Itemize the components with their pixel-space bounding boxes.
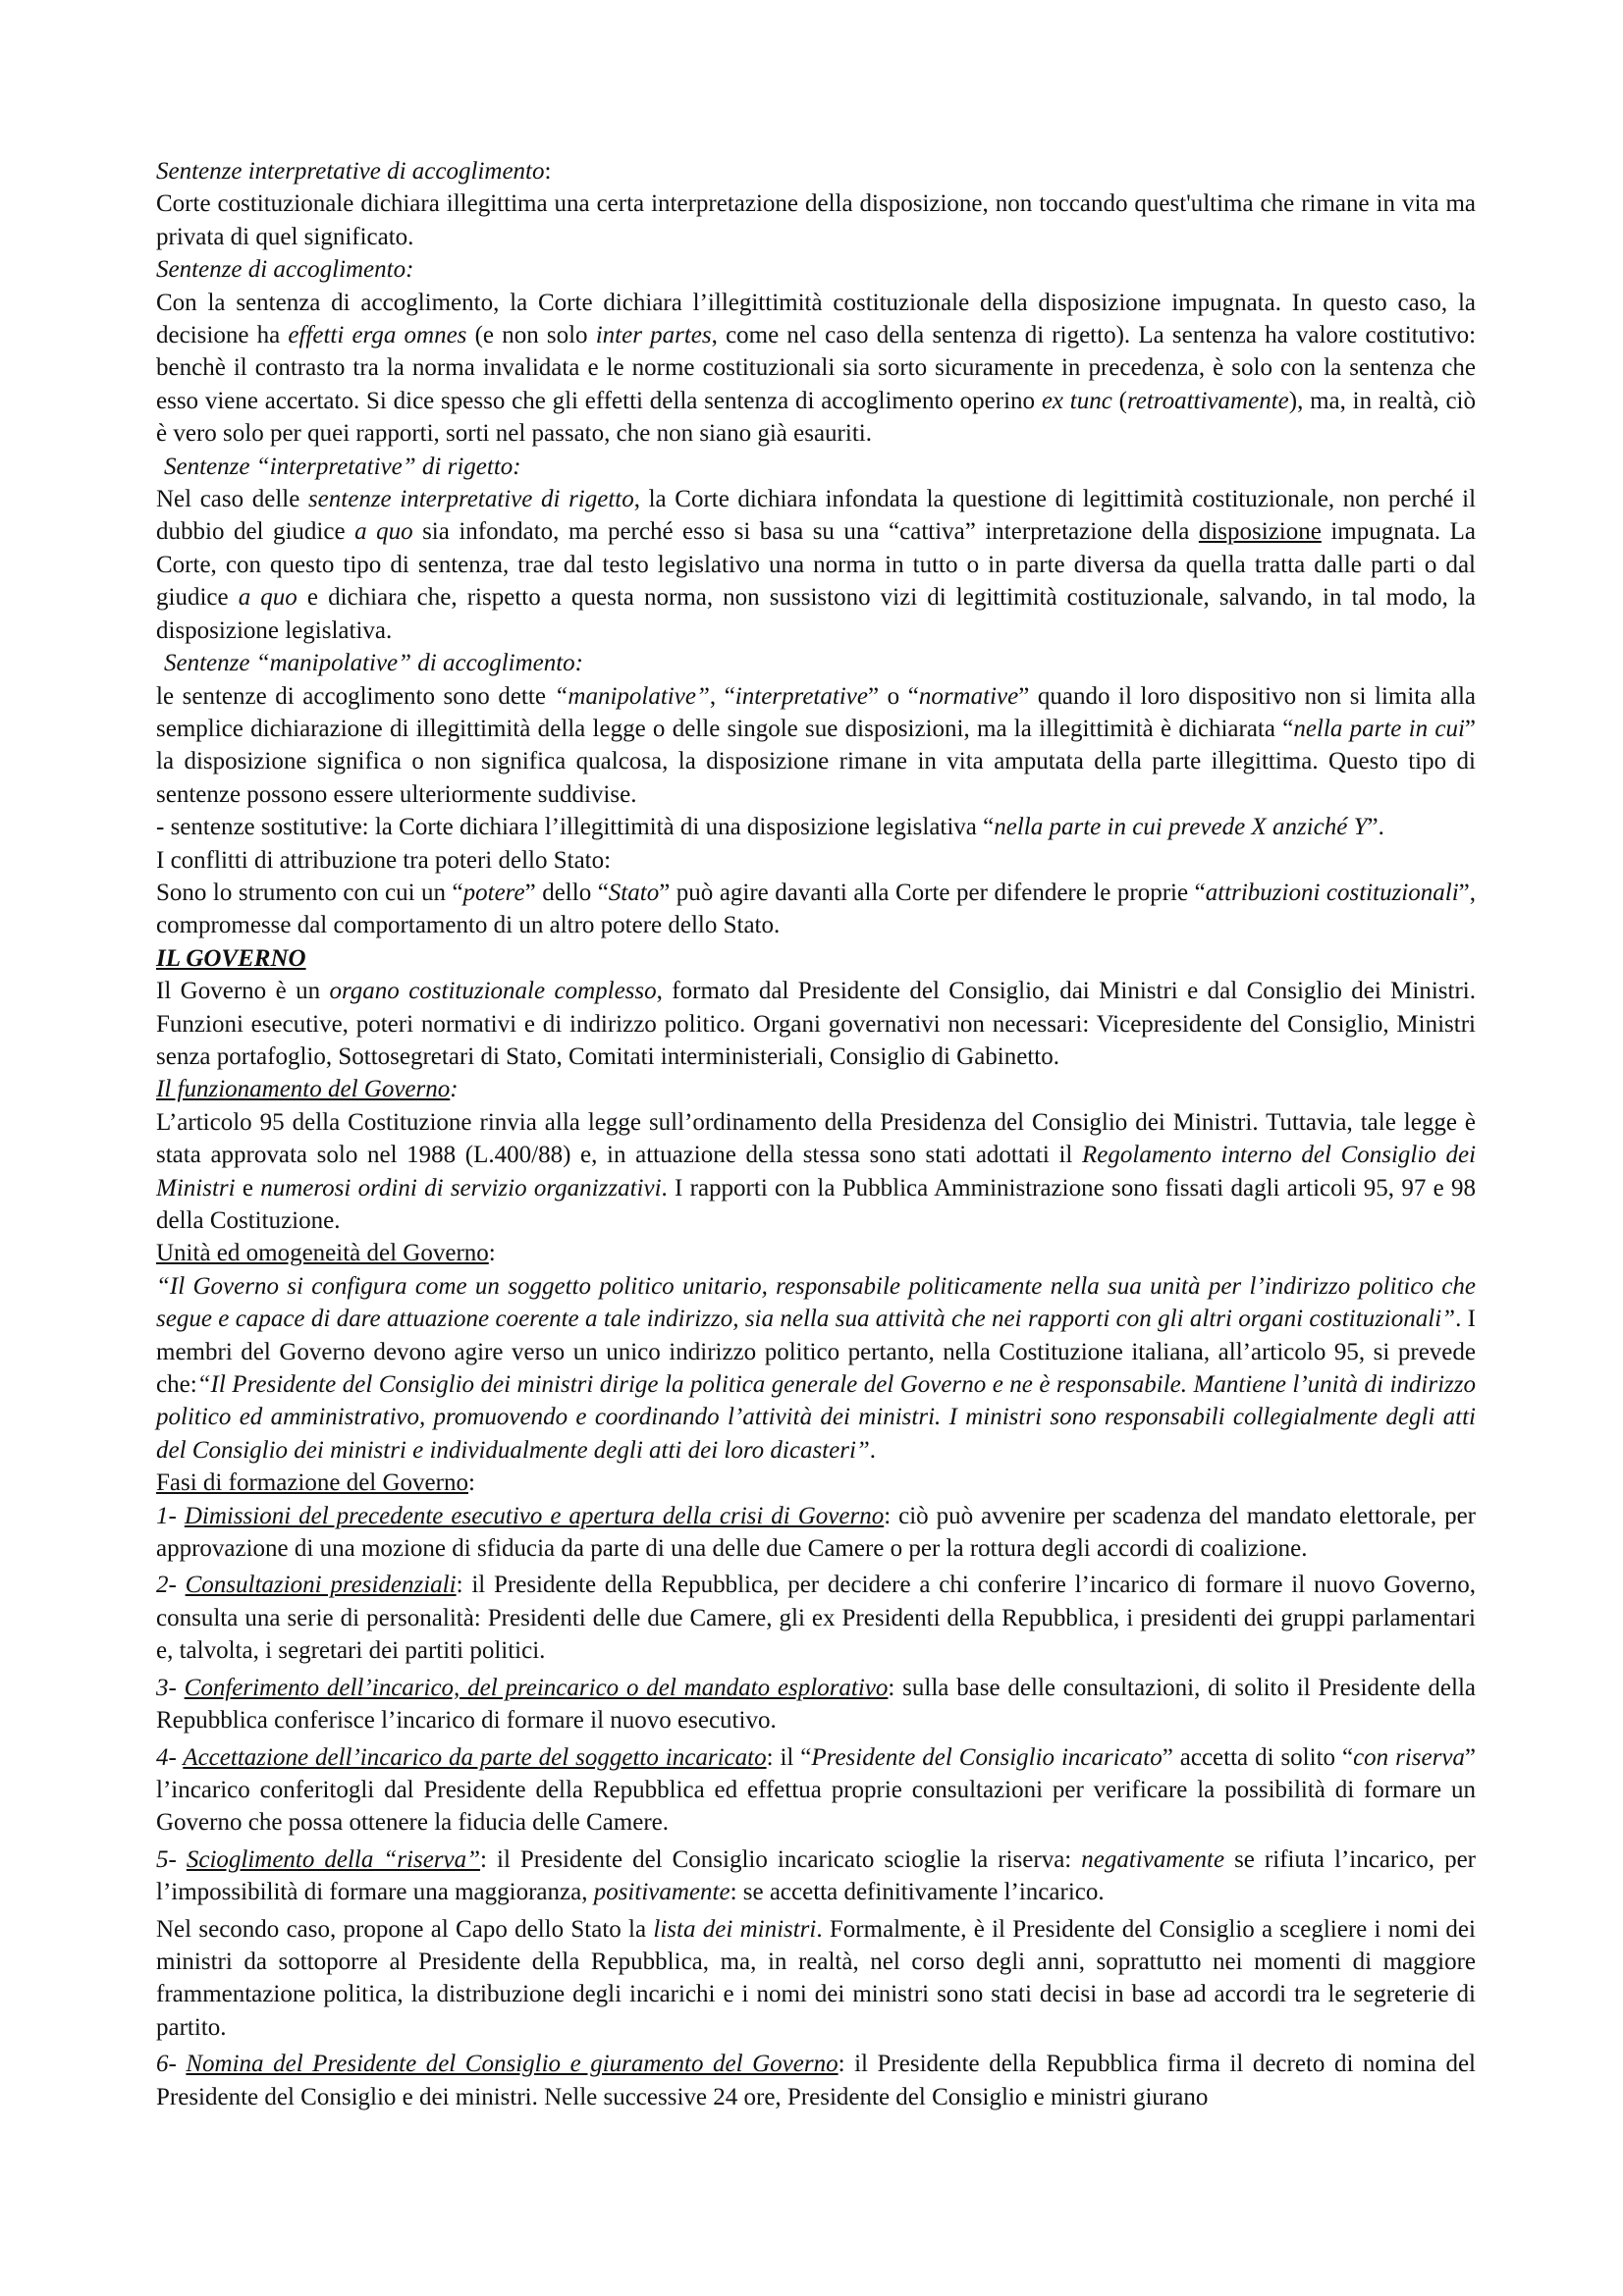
heading-fasi: Fasi di formazione del Governo:	[156, 1469, 475, 1497]
heading-conflitti: I conflitti di attribuzione tra poteri dello Stato:	[156, 846, 612, 874]
fase-4: 4- Accettazione dell’incarico da parte del soggetto incaricato: il “Presidente del Consiglio incaricato” accetta di solito “con riserva” l’incarico conferitogli dal Presidente della Repubblica ed effettua proprie consultazioni per verificare la possibilità di formare un Governo che possa ottenere la fiducia delle Camere.	[156, 1743, 1477, 1837]
paragraph-interpretative-accoglimento: Corte costituzionale dichiara illegittima una certa interpretazione della disposizione, non toccando quest'ultima che rimane in vita ma privata di quel significato.	[156, 190, 1476, 250]
fase-5: 5- Scioglimento della “riserva”: il Presidente del Consiglio incaricato scioglie la riserva: negativamente se rifiuta l’incarico, per l’impossibilità di formare una maggioranza, positivamente: se accetta definitivamente l’incarico.	[156, 1845, 1476, 1906]
fase-6: 6- Nomina del Presidente del Consiglio e giuramento del Governo: il Presidente della Repubblica firma il decreto di nomina del Presidente del Consiglio e dei ministri. Nelle successive 24 ore, Presidente del Consiglio e ministri giurano	[156, 2051, 1477, 2110]
heading-governo: IL GOVERNO	[156, 944, 306, 972]
heading-manipolative: Sentenze “manipolative” di accoglimento:	[164, 650, 584, 677]
paragraph-funzionamento: L’articolo 95 della Costituzione rinvia alla legge sull’ordinamento della Presidenza del Consiglio dei Ministri. Tuttavia, tale legge è stata approvata solo nel 1988 (L.400/88) e, in attuazione della stessa sono stati adottati il Regolamento interno del Consiglio dei Ministri e numerosi ordini di servizio organizzativi. I rapporti con la Pubblica Amministrazione sono fissati dagli articoli 95, 97 e 98 della Costituzione.	[156, 1108, 1477, 1234]
heading-funzionamento: Il funzionamento del Governo:	[156, 1076, 459, 1103]
paragraph-sostitutive: - sentenze sostitutive: la Corte dichiara l’illegittimità di una disposizione legislativa “nella parte in cui prevede X anziché Y”.	[156, 814, 1384, 841]
paragraph-accoglimento: Con la sentenza di accoglimento, la Corte dichiara l’illegittimità costituzionale della disposizione impugnata. In questo caso, la decisione ha effetti erga omnes (e non solo inter partes, come nel caso della sentenza di rigetto). La sentenza ha valore costitutivo: benchè il contrasto tra la norma invalidata e le norme costituzionali sia sorto sicuramente in precedenza, è solo con la sentenza che esso viene accertato. Si dice spesso che gli effetti della sentenza di accoglimento operino ex tunc (retroattivamente), ma, in realtà, ciò è vero solo per quei rapporti, sorti nel passato, che non siano già esauriti.	[156, 289, 1477, 448]
heading-interpretative-rigetto: Sentenze “interpretative” di rigetto:	[164, 453, 521, 480]
heading-unita: Unità ed omogeneità del Governo:	[156, 1240, 496, 1267]
fase-1: 1- Dimissioni del precedente esecutivo e apertura della crisi di Governo: ciò può avvenire per scadenza del mandato elettorale, per approvazione di una mozione di sfiducia da parte di una delle due Camere o per la rottura degli accordi di coalizione.	[156, 1502, 1477, 1563]
paragraph-conflitti: Sono lo strumento con cui un “potere” dello “Stato” può agire davanti alla Corte per difendere le proprie “attribuzioni costituzionali”, compromesse dal comportamento di un altro potere dello Stato.	[156, 879, 1477, 939]
fase-3: 3- Conferimento dell’incarico, del preincarico o del mandato esplorativo: sulla base delle consultazioni, di solito il Presidente della Repubblica conferisce l’incarico di formare il nuovo esecutivo.	[156, 1674, 1476, 1735]
document-page	[156, 155, 1476, 2113]
heading-accoglimento: Sentenze di accoglimento:	[156, 256, 414, 284]
heading-interpretative-accoglimento: Sentenze interpretative di accoglimento:	[156, 158, 552, 185]
paragraph-governo: Il Governo è un organo costituzionale complesso, formato dal Presidente del Consiglio, dai Ministri e dal Consiglio dei Ministri. Funzioni esecutive, poteri normativi e di indirizzo politico. Organi governativi non necessari: Vicepresidente del Consiglio, Ministri senza portafoglio, Sottosegretari di Stato, Comitati interministeriali, Consiglio di Gabinetto.	[156, 978, 1476, 1070]
fase-2: 2- Consultazioni presidenziali: il Presidente della Repubblica, per decidere a chi conferire l’incarico di formare il nuovo Governo, consulta una serie di personalità: Presidenti delle due Camere, gli ex Presidenti della Repubblica, i presidenti dei gruppi parlamentari e, talvolta, i segretari dei partiti politici.	[156, 1572, 1477, 1665]
paragraph-secondo-caso: Nel secondo caso, propone al Capo dello Stato la lista dei ministri. Formalmente, è il Presidente del Consiglio a scegliere i nomi dei ministri da sottoporre al Presidente della Repubblica, ma, in realtà, nel corso degli anni, soprattutto nei momenti di maggiore frammentazione politica, la distribuzione degli incarichi e i nomi dei ministri sono stati decisi in base ad accordi tra le segreterie di partito.	[156, 1915, 1476, 2041]
paragraph-unita: “Il Governo si configura come un soggetto politico unitario, responsabile politicamente nella sua unità per l’indirizzo politico che segue e capace di dare attuazione coerente a tale indirizzo, sia nella sua attività che nei rapporti con gli altri organi costituzionali”. I membri del Governo devono agire verso un unico indirizzo politico pertanto, nella Costituzione italiana, all’articolo 95, si prevede che:“Il Presidente del Consiglio dei ministri dirige la politica generale del Governo e ne è responsabile. Mantiene l’unità di indirizzo politico ed amministrativo, promuovendo e coordinando l’attività dei ministri. I ministri sono responsabili collegialmente degli atti del Consiglio dei ministri e individualmente degli atti dei loro dicasteri”.	[156, 1272, 1476, 1464]
paragraph-manipolative: le sentenze di accoglimento sono dette “manipolative”, “interpretative” o “normative” quando il loro dispositivo non si limita alla semplice dichiarazione di illegittimità della legge o delle singole sue disposizioni, ma la illegittimità è dichiarata “nella parte in cui” la disposizione significa o non significa qualcosa, la disposizione rimane in vita amputata della parte illegittima. Questo tipo di sentenze possono essere ulteriormente suddivise.	[156, 682, 1477, 808]
paragraph-interpretative-rigetto: Nel caso delle sentenze interpretative di rigetto, la Corte dichiara infondata la questione di legittimità costituzionale, non perché il dubbio del giudice a quo sia infondato, ma perché esso si basa su una “cattiva” interpretazione della disposizione impugnata. La Corte, con questo tipo di sentenza, trae dal testo legislativo una norma in tutto o in parte diversa da quella tratta dalle parti o dal giudice a quo e dichiara che, rispetto a questa norma, non sussistono vizi di legittimità costituzionale, salvando, in tal modo, la disposizione legislativa.	[156, 486, 1477, 644]
